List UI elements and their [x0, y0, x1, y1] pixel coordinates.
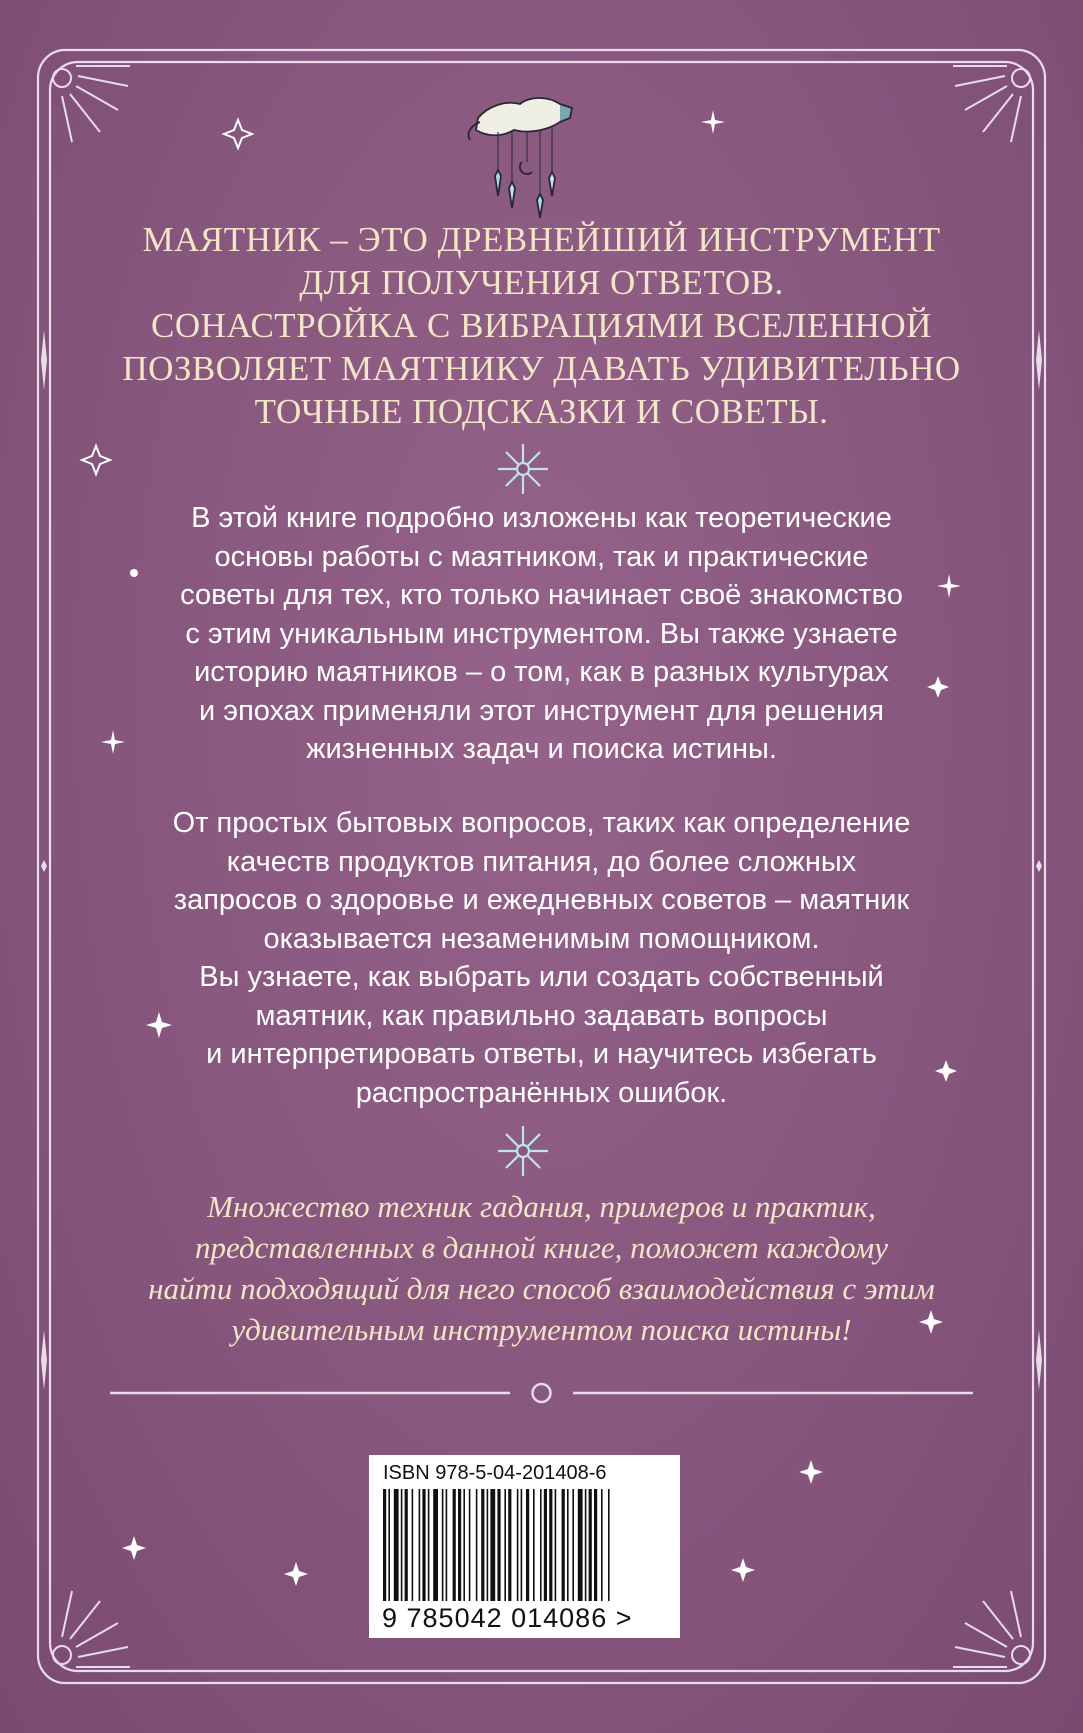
- barcode-bar: [388, 1489, 390, 1601]
- barcode-bar: [433, 1489, 438, 1601]
- paragraph-line: В этой книге подробно изложены как теоретические: [191, 502, 892, 534]
- barcode-bar: [544, 1489, 547, 1601]
- barcode-digits: 9 785042 014086 >: [382, 1603, 633, 1633]
- paragraph-line: Вы узнаете, как выбрать или создать собственный: [199, 961, 884, 993]
- barcode-bar: [601, 1489, 603, 1601]
- barcode-bar: [453, 1489, 456, 1601]
- paragraph-line: запросов о здоровье и ежедневных советов – маятник: [173, 884, 910, 916]
- barcode-bar: [412, 1489, 414, 1601]
- headline-line: ДЛЯ ПОЛУЧЕНИЯ ОТВЕТОВ.: [299, 263, 784, 302]
- paragraph-line: и эпохах применяли этот инструмент для решения: [199, 694, 884, 727]
- barcode-bar: [487, 1489, 489, 1601]
- barcode-bar: [589, 1489, 592, 1601]
- barcode-bar: [490, 1489, 495, 1601]
- paragraph-line: распространённых ошибок.: [355, 1076, 728, 1109]
- barcode-bar: [497, 1489, 500, 1601]
- barcode-bar: [572, 1489, 574, 1601]
- barcode-bar: [422, 1489, 425, 1601]
- barcode-bar: [555, 1489, 557, 1601]
- barcode-bar: [476, 1489, 478, 1601]
- closing-line: удивительным инструментом поиска истины!: [231, 1312, 852, 1347]
- sparkle-star-icon: [498, 444, 548, 494]
- paragraph-line: основы работы с маятником, так и практические: [214, 540, 869, 573]
- barcode-bar: [442, 1489, 444, 1601]
- barcode-bar: [521, 1489, 523, 1601]
- paragraph-line: От простых бытовых вопросов, таких как определение: [172, 807, 911, 839]
- headline-line: ТОЧНЫЕ ПОДСКАЗКИ И СОВЕТЫ.: [254, 392, 829, 431]
- headline-line: СОНАСТРОЙКА С ВИБРАЦИЯМИ ВСЕЛЕННОЙ: [151, 306, 932, 345]
- barcode-bar: [428, 1489, 430, 1601]
- isbn-label: ISBN 978-5-04-201408-6: [383, 1462, 607, 1484]
- barcode-bar: [469, 1489, 471, 1601]
- sparkle-star-icon: [498, 1126, 548, 1176]
- closing-line: Множество техник гадания, примеров и практик,: [207, 1189, 876, 1224]
- headline-line: МАЯТНИК – ЭТО ДРЕВНЕЙШИЙ ИНСТРУМЕНТ: [142, 220, 941, 259]
- barcode-bar: [517, 1489, 519, 1601]
- description-paragraph-1: [100, 499, 983, 769]
- barcode-bar: [540, 1489, 542, 1601]
- paragraph-line: и интерпретировать ответы, и научитесь избегать: [206, 1038, 877, 1070]
- closing-paragraph: [100, 1186, 983, 1350]
- barcode-bar: [481, 1489, 484, 1601]
- barcode-bar: [394, 1489, 399, 1601]
- paragraph-line: советы для тех, кто только начинает своё знакомство: [180, 579, 903, 611]
- paragraph-line: историю маятников – о том, как в разных культурах: [194, 656, 889, 688]
- sunburst-corner-icon: [53, 1591, 130, 1667]
- barcode-bar: [526, 1489, 529, 1601]
- barcode-icon: [383, 1489, 666, 1601]
- barcode-bar: [562, 1489, 565, 1601]
- barcode-bar: [405, 1489, 408, 1601]
- bottom-divider: [110, 1384, 973, 1402]
- closing-line: представленных в данной книге, поможет каждому: [195, 1230, 888, 1265]
- headline-line: ПОЗВОЛЯЕТ МАЯТНИКУ ДАВАТЬ УДИВИТЕЛЬНО: [122, 349, 961, 388]
- barcode-bar: [401, 1489, 403, 1601]
- description-paragraph-2: [100, 804, 983, 1112]
- barcode-panel: [369, 1455, 680, 1638]
- barcode-bar: [578, 1489, 583, 1601]
- paragraph-line: оказывается незаменимым помощником.: [263, 922, 820, 955]
- paragraph-line: качеств продуктов питания, до более сложных: [226, 845, 857, 878]
- hand-pendulum-icon: [468, 98, 572, 218]
- barcode-bar: [458, 1489, 461, 1601]
- paragraph-line: жизненных задач и поиска истины.: [306, 733, 777, 765]
- barcode-bar: [594, 1489, 597, 1601]
- sunburst-corner-icon: [953, 1591, 1030, 1667]
- barcode-bar: [549, 1489, 552, 1601]
- sunburst-corner-icon: [53, 66, 130, 142]
- barcode-bar: [504, 1489, 506, 1601]
- barcode-bar: [446, 1489, 448, 1601]
- barcode-bar: [463, 1489, 465, 1601]
- barcode-bar: [383, 1489, 386, 1601]
- sunburst-corner-icon: [953, 66, 1030, 142]
- barcode-bar: [608, 1489, 610, 1601]
- headline-block: [100, 218, 983, 433]
- barcode-bar: [567, 1489, 569, 1601]
- barcode-bar: [533, 1489, 535, 1601]
- barcode-bar: [419, 1489, 421, 1601]
- barcode-bar: [585, 1489, 587, 1601]
- closing-line: найти подходящий для него способ взаимодействия с этим: [148, 1271, 935, 1306]
- paragraph-line: маятник, как правильно задавать вопросы: [255, 999, 828, 1032]
- paragraph-line: с этим уникальным инструментом. Вы также узнаете: [185, 617, 898, 650]
- barcode-bar: [508, 1489, 511, 1601]
